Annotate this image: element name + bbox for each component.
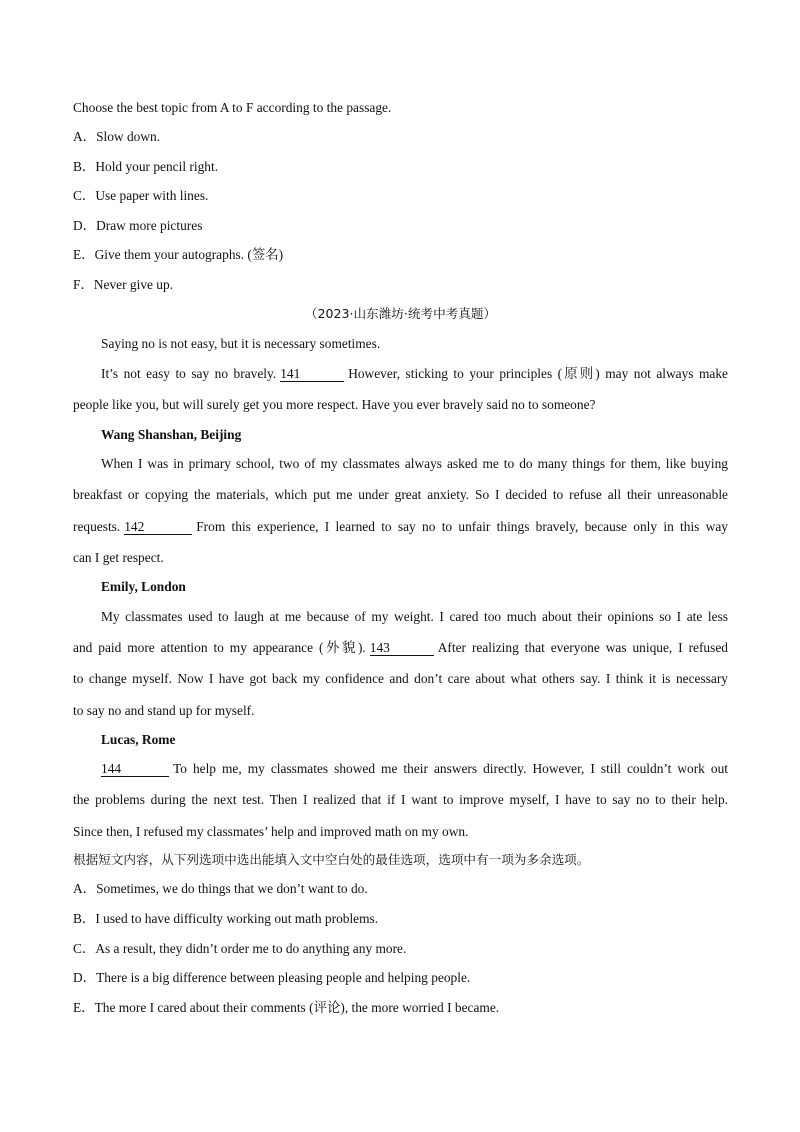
option-text: As a result, they didn’t order me to do anything any more.	[95, 941, 407, 956]
option-text: The more I cared about their comments (评论), the more worried I became.	[94, 1000, 500, 1015]
option-text: I used to have difficulty working out math problems.	[95, 911, 379, 926]
option-letter: F．	[73, 277, 94, 292]
option-letter: B．	[73, 159, 96, 174]
answer-option-c	[73, 940, 728, 958]
option-letter: D．	[73, 218, 97, 233]
passage-paragraph-2-line-1	[101, 365, 728, 383]
blank-143: 143	[370, 641, 434, 656]
part2-instruction: 根据短文内容，从下列选项中选出能填入文中空白处的最佳选项，选项中有一项为多余选项。	[73, 852, 590, 867]
answer-option-a	[73, 880, 728, 898]
passage-paragraph-5-line-1	[101, 760, 728, 778]
option-text: Sometimes, we do things that we don’t want to do.	[96, 881, 368, 896]
option-letter: E．	[73, 247, 95, 262]
speaker-name-1: Wang Shanshan, Beijing	[101, 427, 242, 442]
passage-paragraph-4-line-1: My classmates used to laugh at me because of my weight. I cared too much about their opinions so I ate less	[101, 609, 728, 624]
option-letter: B．	[73, 911, 96, 926]
topic-option-f	[73, 276, 728, 294]
option-text: Slow down.	[96, 129, 161, 144]
passage-paragraph-4-line-3: to change myself. Now I have got back my confidence and don’t care about what others say. I think it is necessary	[73, 671, 728, 686]
passage-text: After realizing that everyone was unique, I refused	[437, 640, 728, 655]
source-citation: （2023·山东潍坊·统考中考真题）	[304, 306, 497, 321]
passage-paragraph-1: Saying no is not easy, but it is necessary sometimes.	[101, 336, 381, 351]
passage-paragraph-4-line-4: to say no and stand up for myself.	[73, 703, 255, 718]
option-text: There is a big difference between pleasing people and helping people.	[96, 970, 471, 985]
topic-option-c	[73, 187, 728, 205]
option-text: Use paper with lines.	[95, 188, 209, 203]
passage-text: To help me, my classmates showed me their answers directly. However, I still couldn’t work out	[173, 761, 728, 776]
topic-option-b	[73, 158, 728, 176]
option-letter: A．	[73, 129, 97, 144]
option-text: Draw more pictures	[96, 218, 203, 233]
speaker-name-2: Emily, London	[101, 579, 186, 594]
answer-option-b	[73, 910, 728, 928]
passage-paragraph-3-line-3	[73, 518, 728, 536]
part1-instruction: Choose the best topic from A to F according to the passage.	[73, 100, 392, 115]
option-letter: C．	[73, 188, 96, 203]
passage-paragraph-3-line-4: can I get respect.	[73, 550, 164, 565]
blank-144: 144	[101, 762, 169, 777]
passage-paragraph-5-line-3: Since then, I refused my classmates’ help and improved math on my own.	[73, 824, 469, 839]
option-text: Hold your pencil right.	[95, 159, 219, 174]
option-letter: E．	[73, 1000, 95, 1015]
passage-text: From this experience, I learned to say no to unfair things bravely, because only in this way	[196, 519, 728, 534]
topic-option-a	[73, 128, 728, 146]
passage-text: However, sticking to your principles (原则) may not always make	[348, 366, 729, 381]
passage-paragraph-3-line-2: breakfast or copying the materials, which put me under great anxiety. So I decided to refuse all their unreasonable	[73, 487, 728, 502]
speaker-name-3: Lucas, Rome	[101, 732, 176, 747]
blank-142: 142	[124, 520, 192, 535]
topic-option-d	[73, 217, 728, 235]
passage-paragraph-4-line-2	[73, 639, 728, 657]
passage-text: It’s not easy to say no bravely.	[101, 366, 277, 381]
option-text: Never give up.	[93, 277, 174, 292]
option-letter: C．	[73, 941, 96, 956]
option-text: Give them your autographs. (签名)	[94, 247, 284, 262]
passage-text: and paid more attention to my appearance (外貌).	[73, 640, 366, 655]
passage-paragraph-2-line-2: people like you, but will surely get you more respect. Have you ever bravely said no to someone?	[73, 397, 596, 412]
option-letter: A．	[73, 881, 97, 896]
passage-paragraph-3-line-1: When I was in primary school, two of my classmates always asked me to do many things for them, like buying	[101, 456, 728, 471]
passage-paragraph-5-line-2: the problems during the next test. Then I realized that if I want to improve myself, I have to say no to their help.	[73, 792, 728, 807]
answer-option-d	[73, 969, 728, 987]
passage-text: requests.	[73, 519, 121, 534]
blank-141: 141	[280, 367, 344, 382]
topic-option-e	[73, 246, 728, 264]
answer-option-e	[73, 999, 728, 1017]
option-letter: D．	[73, 970, 97, 985]
